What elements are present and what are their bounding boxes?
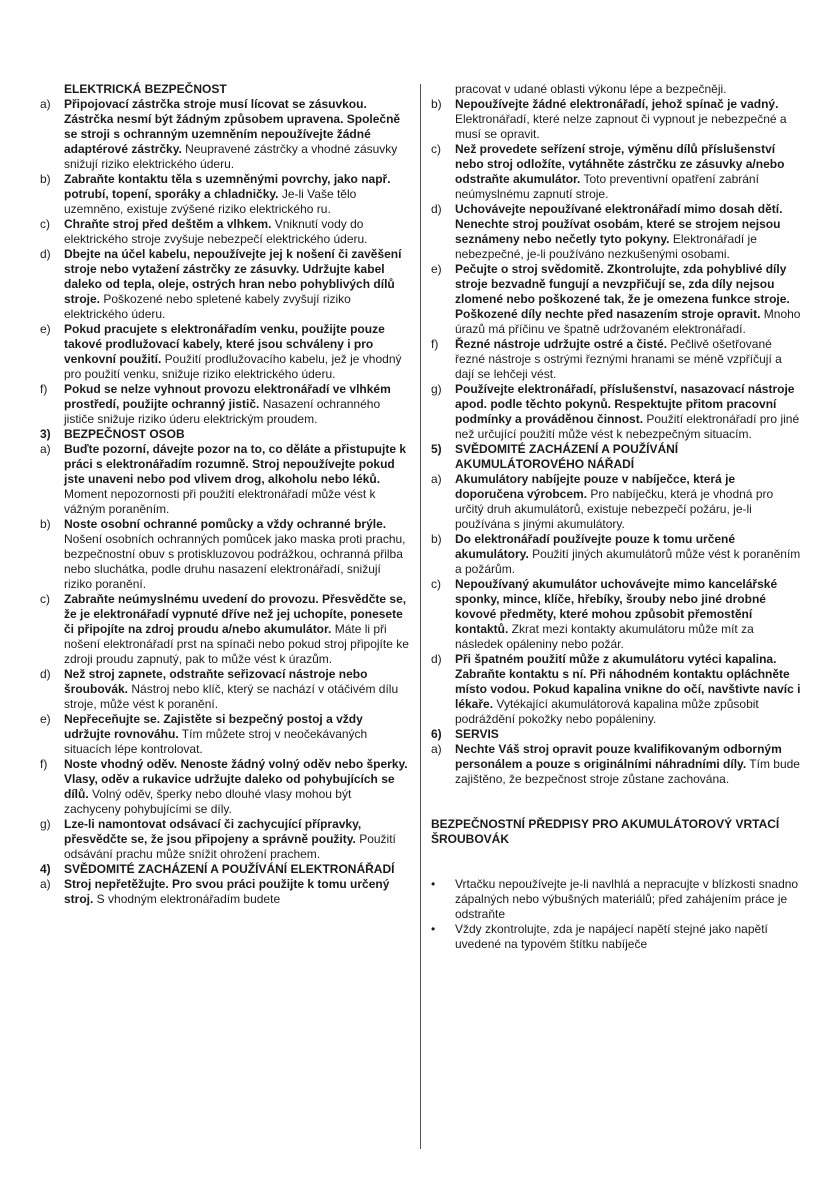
list-item — [431, 532, 803, 577]
list-item — [40, 172, 410, 217]
item-text — [64, 712, 410, 757]
item-marker: b) — [40, 172, 51, 186]
item-marker: g) — [431, 382, 442, 396]
list-item — [431, 472, 803, 532]
item-bold-text: Nepřeceňujte se. Zajistěte si bezpečný postoj a vždy udržujte rovnováhu. — [64, 712, 363, 741]
item-marker: e) — [40, 322, 51, 336]
list-item — [431, 202, 803, 262]
item-bold-text: Uchovávejte nepoužívané elektronářadí mimo dosah dětí. Nenechte stroj používat osobám, které se strojem nejsou seznámeny nebo nečetly tyto pokyny. — [455, 202, 783, 246]
list-item — [40, 382, 410, 427]
bullet-text: Vždy zkontrolujte, zda je napájecí napětí stejné jako napětí uvedené na typovém štítku nabíječe — [455, 922, 768, 951]
bullet-item — [431, 922, 803, 952]
item-bold-text: Zabraňte neúmyslnému uvedení do provozu. Přesvědčte se, že je elektronářadí vypnuté dříve než jej uchopíte, ponesete či připojíte na zdroj proudu a/nebo akumulátor. — [64, 592, 407, 636]
service-items — [431, 742, 803, 787]
item-plain-text: Pro nabíječku, která je vhodná pro určitý druh akumulátorů, existuje nebezpečí požáru, je-li používána s jinými akumulátory. — [455, 487, 774, 531]
list-item — [40, 592, 410, 667]
item-marker: a) — [40, 97, 51, 111]
item-plain-text: Použití prodlužovacího kabelu, jež je vhodný pro použití venku, snižuje riziko elektrického úderu. — [64, 352, 402, 381]
item-marker: f) — [40, 757, 48, 771]
item-marker: a) — [40, 442, 51, 456]
section-title: SERVIS — [455, 727, 499, 741]
list-item — [431, 142, 803, 202]
section-number: 3) — [40, 427, 51, 441]
item-marker: a) — [431, 742, 442, 756]
item-marker: f) — [40, 382, 48, 396]
item-plain-text: Poškozené nebo spletené kabely zvyšují riziko elektrického úderu. — [64, 292, 351, 321]
bullet-item — [431, 877, 803, 922]
bullet-marker: • — [431, 877, 436, 891]
item-text — [64, 247, 410, 322]
item-plain-text: Toto preventivní opatření zabrání neúmyslnému zapnutí stroje. — [455, 172, 759, 201]
item-marker: f) — [431, 337, 439, 351]
section-heading-drill: BEZPEČNOSTNÍ PŘEDPISY PRO AKUMULÁTOROVÝ VRTACÍ ŠROUBOVÁK — [431, 817, 780, 846]
item-bold-text: Akumulátory nabíjejte pouze v nabíječce, která je doporučena výrobcem. — [455, 472, 736, 501]
item-plain-text: S vhodným elektronářadím budete — [93, 892, 281, 906]
item-plain-text: Elektronářadí, které nelze zapnout či vypnout je nebezpečné a musí se opravit. — [455, 112, 787, 141]
item-text — [455, 577, 803, 652]
item-bold-text: Stroj nepřetěžujte. Pro svou práci použijte k tomu určený stroj. — [64, 877, 390, 906]
item-text — [64, 667, 410, 712]
item-marker: d) — [40, 247, 51, 261]
personal-safety-items — [40, 442, 410, 862]
item-bold-text: Chraňte stroj před deštěm a vlhkem. — [64, 217, 272, 231]
list-item — [431, 577, 803, 652]
section-number: 5) — [431, 442, 442, 456]
tool-use-items — [431, 97, 803, 442]
item-plain-text: Vniknutí vody do elektrického stroje zvyšuje nebezpečí elektrického úderu. — [64, 217, 368, 246]
item-plain-text: Zkrat mezi kontakty akumulátoru může mít za následek opáleniny nebo požár. — [455, 622, 754, 651]
bullet-marker: • — [431, 922, 436, 936]
section-6-heading — [431, 727, 803, 742]
item-text — [64, 322, 410, 382]
list-item — [40, 757, 410, 817]
item-text — [64, 517, 410, 592]
item-marker: b) — [431, 97, 442, 111]
item-text — [64, 877, 410, 907]
section-heading-electrical: ELEKTRICKÁ BEZPEČNOST — [64, 82, 227, 96]
item-text — [455, 652, 803, 727]
list-item — [431, 382, 803, 442]
item-plain-text: Použití jiných akumulátorů může vést k poraněním a požárům. — [455, 547, 801, 576]
item-marker: d) — [40, 667, 51, 681]
item-text — [64, 442, 410, 517]
section-title: SVĚDOMITÉ ZACHÁZENÍ A POUŽÍVÁNÍ AKUMULÁTOROVÉHO NÁŘADÍ — [455, 442, 679, 471]
right-column — [431, 82, 803, 952]
item-text — [455, 472, 803, 532]
item-text — [64, 97, 410, 172]
item-bold-text: Nepoužívaný akumulátor uchovávejte mimo kancelářské sponky, mince, klíče, hřebíky, šrouby nebo jiné drobné kovové předměty, které mohou způsobit přemostění kontaktů. — [455, 577, 778, 636]
item-bold-text: Nepoužívejte žádné elektronářadí, jehož spínač je vadný. — [455, 97, 779, 111]
item-plain-text: Volný oděv, šperky nebo dlouhé vlasy mohou být zachyceny pohybujícími se díly. — [64, 787, 352, 816]
section-number: 4) — [40, 862, 51, 876]
section-5-heading — [431, 442, 803, 472]
list-item — [40, 247, 410, 322]
item-plain-text: Tím bude zajištěno, že bezpečnost stroje zůstane zachována. — [455, 757, 800, 786]
item-bold-text: Pečujte o stroj svědomitě. Zkontrolujte, zda pohyblivé díly stroje bezvadně fungují a nevzpřičují se, zda díly nejsou zlomené nebo poškozené tak, že je omezena funkce stroje. Poškozené díly nechte před nasazením stroje opravit. — [455, 262, 790, 321]
list-item — [40, 667, 410, 712]
item-text — [455, 202, 803, 262]
item-text — [455, 262, 803, 337]
item-plain-text: Máte li při nošení elektronářadí prst na spínači nebo pokud stroj připojíte ke zdroji proudu zapnutý, pak to může vést k úrazům. — [64, 622, 409, 666]
drill-bullets — [431, 877, 803, 952]
item-text — [455, 142, 803, 202]
item-plain-text: Použití elektronářadí pro jiné než určující použití může vést k nebezpečným situacím. — [455, 412, 800, 441]
list-item — [40, 97, 410, 172]
item-plain-text: Je-li Vaše tělo uzemněno, existuje zvýšené riziko elektrického ru. — [64, 187, 357, 216]
item-text — [64, 217, 410, 247]
item-text — [455, 97, 803, 142]
item-text — [455, 382, 803, 442]
section-3-heading — [40, 427, 410, 442]
item-bold-text: Používejte elektronářadí, příslušenství, nasazovací nástroje apod. podle těchto pokynů. Respektujte přitom pracovní podmínky a prováděnou činnost. — [455, 382, 795, 426]
list-item — [40, 442, 410, 517]
item-plain-text: Nasazení ochranného jističe snižuje riziko úderu elektrickým proudem. — [64, 397, 381, 426]
item-marker: e) — [431, 262, 442, 276]
item-text — [64, 382, 410, 427]
item-marker: c) — [40, 592, 50, 606]
item-marker: b) — [431, 532, 442, 546]
item-bold-text: Lze-li namontovat odsávací či zachycující přípravky, přesvědčte se, že jsou připojeny a správně použity. — [64, 817, 362, 846]
list-item — [431, 97, 803, 142]
item-bold-text: Noste vhodný oděv. Nenoste žádný volný oděv nebo šperky. Vlasy, oděv a rukavice udržujte daleko od pohybujících se dílů. — [64, 757, 408, 801]
item-marker: a) — [431, 472, 442, 486]
left-column — [40, 82, 410, 907]
item-bold-text: Pokud pracujete s elektronářadím venku, použijte pouze takové prodlužovací kabely, které jsou schváleny i pro venkovní použití. — [64, 322, 385, 366]
item-plain-text: Pečlivě ošetřované řezné nástroje s ostrými řeznými hranami se méně vzpříčují a dají se lehčeji vést. — [455, 337, 782, 381]
item-text — [455, 532, 803, 577]
item-marker: c) — [431, 142, 441, 156]
item-plain-text: Neupravené zástrčky a vhodné zásuvky snižují riziko elektrického úderu. — [64, 142, 398, 171]
item-marker: g) — [40, 817, 51, 831]
item-marker: b) — [40, 517, 51, 531]
list-item — [40, 217, 410, 247]
item-marker: c) — [431, 577, 441, 591]
item-text — [64, 592, 410, 667]
section-number: 6) — [431, 727, 442, 741]
item-marker: e) — [40, 712, 51, 726]
list-item — [40, 322, 410, 382]
list-item — [40, 877, 410, 907]
battery-items — [431, 472, 803, 727]
bullet-text: Vrtačku nepoužívejte je-li navlhlá a nepracujte v blízkosti snadno zápalných nebo výbušných materiálů; před zahájením práce je odstraňte — [455, 877, 799, 921]
item-bold-text: Než stroj zapnete, odstraňte seřizovací nástroje nebo šroubovák. — [64, 667, 368, 696]
item-bold-text: Dbejte na účel kabelu, nepoužívejte jej k nošení či zavěšení stroje nebo vytažení zástrčky ze zásuvky. Udržujte kabel daleko od tepla, oleje, ostrých hran nebo pohyblivých dílů stroje. — [64, 247, 402, 306]
item-text — [455, 337, 803, 382]
item-marker: a) — [40, 877, 51, 891]
item-plain-text: Použití odsávání prachu může snížit ohrožení prachem. — [64, 832, 396, 861]
item-text — [64, 172, 410, 217]
item-text — [64, 757, 410, 817]
item-marker: d) — [431, 202, 442, 216]
item-marker: c) — [40, 217, 50, 231]
item-plain-text: Vytékající akumulátorová kapalina může způsobit podráždění pokožky nebo popáleniny. — [455, 697, 759, 726]
item-plain-text: Mnoho úrazů má příčinu ve špatně udržovaném elektronářadí. — [455, 307, 801, 336]
item-marker: d) — [431, 652, 442, 666]
item-bold-text: Nechte Váš stroj opravit pouze kvalifikovaným odborným personálem a pouze s originálními náhradními díly. — [455, 742, 782, 771]
item-plain-text: Moment nepozornosti při použití elektronářadí může vést k vážným poraněním. — [64, 487, 376, 516]
item-bold-text: Do elektronářadí používejte pouze k tomu určené akumulátory. — [455, 532, 736, 561]
item-bold-text: Než provedete seřízení stroje, výměnu dílů příslušenství nebo stroj odložíte, vytáhněte zástrčku ze zásuvky a/nebo odstraňte akumulátor. — [455, 142, 785, 186]
section-title: SVĚDOMITÉ ZACHÁZENÍ A POUŽÍVÁNÍ ELEKTRONÁŘADÍ — [64, 862, 395, 876]
list-item — [40, 712, 410, 757]
list-item — [431, 652, 803, 727]
continued-text: pracovat v udané oblasti výkonu lépe a bezpečněji. — [455, 82, 727, 96]
item-text — [64, 817, 410, 862]
item-plain-text: Nošení osobních ochranných pomůcek jako maska proti prachu, bezpečnostní obuv s protiskluzovou podrážkou, ochranná přilba nebo sluchátka, podle druhu nasazení elektronářadí, snižují riziko poranění. — [64, 532, 406, 591]
electrical-items — [40, 97, 410, 427]
list-item — [431, 262, 803, 337]
column-divider — [420, 84, 421, 1149]
item-bold-text: Při špatném použití může z akumulátoru vytéci kapalina. Zabraňte kontaktu s ní. Při náhodném kontaktu opláchněte místo vodou. Pokud kapalina vnikne do očí, navštivte navíc i lékaře. — [455, 652, 801, 711]
item-bold-text: Zabraňte kontaktu těla s uzemněnými povrchy, jako např. potrubí, topení, sporáky a chladničky. — [64, 172, 391, 201]
item-bold-text: Připojovací zástrčka stroje musí lícovat se zásuvkou. Zástrčka nesmí být žádným způsobem upravena. Společně se stroji s ochranným uzemněním nepoužívejte žádné adaptérové zástrčky. — [64, 97, 401, 156]
list-item — [40, 517, 410, 592]
section-4-heading — [40, 862, 410, 877]
item-bold-text: Pokud se nelze vyhnout provozu elektronářadí ve vlhkém prostředí, použijte ochranný jistič. — [64, 382, 391, 411]
list-item — [431, 337, 803, 382]
item-bold-text: Buďte pozorní, dávejte pozor na to, co děláte a přistupujte k práci s elektronářadím rozumně. Stroj nepoužívejte pokud jste unaveni nebo pod vlivem drog, alkoholu nebo léků. — [64, 442, 406, 486]
item-plain-text: Elektronářadí je nebezpečné, je-li používáno nezkušenými osobami. — [455, 232, 757, 261]
item-plain-text: Nástroj nebo klíč, který se nachází v otáčivém dílu stroje, může vést k poranění. — [64, 682, 399, 711]
item-text — [455, 742, 803, 787]
section-title: BEZPEČNOST OSOB — [64, 427, 185, 441]
item-bold-text: Noste osobní ochranné pomůcky a vždy ochranné brýle. — [64, 517, 387, 531]
list-item — [40, 817, 410, 862]
item-bold-text: Řezné nástroje udržujte ostré a čisté. — [455, 337, 668, 351]
item-plain-text: Tím můžete stroj v neočekávaných situacích lépe kontrolovat. — [64, 727, 368, 756]
list-item — [431, 742, 803, 787]
